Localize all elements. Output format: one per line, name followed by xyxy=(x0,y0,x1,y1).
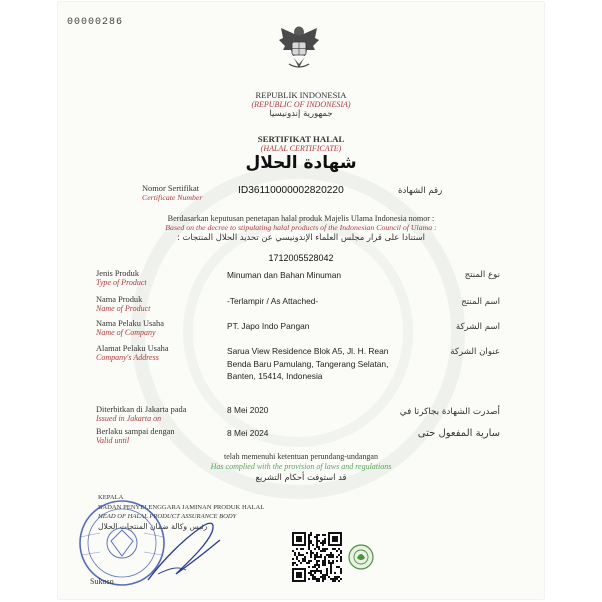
basis-en: Based on the decree to stipulating halal products of the Indonesian Council of Ulama : xyxy=(165,223,437,232)
company-name-value: PT. Japo Indo Pangan xyxy=(227,321,310,331)
decree-number: 1712005528042 xyxy=(268,253,334,263)
compliance-ar: قد استوفت أحكام التشريع xyxy=(255,472,347,482)
issued-label: Diterbitkan di Jakarta pada xyxy=(96,405,187,414)
product-name-label-en: Name of Product xyxy=(96,304,151,313)
issued-label-ar: أصدرت الشهادة بجاكرتا في xyxy=(399,407,500,417)
product-name-value: -Terlampir / As Attached- xyxy=(227,296,319,306)
product-type-value: Minuman dan Bahan Minuman xyxy=(227,270,342,280)
issued-value: 8 Mei 2020 xyxy=(227,405,269,415)
certificate-number-label-en: Certificate Number xyxy=(142,193,203,202)
product-type-label: Jenis Produk xyxy=(96,269,140,278)
serial-number: 00000286 xyxy=(67,17,124,28)
product-type-label-ar: نوع المنتج xyxy=(464,270,500,280)
product-type-label-en: Type of Product xyxy=(96,278,147,287)
certificate-sheet xyxy=(58,2,544,599)
title-id: SERTIFIKAT HALAL xyxy=(257,134,345,144)
company-address-value: Sarua View Residence Blok A5, Jl. H. Rean Benda Baru Pamulang, Tangerang Selatan, Banten, 15414, Indonesia xyxy=(227,346,389,381)
product-name-label: Nama Produk xyxy=(96,295,143,304)
certificate-number-label: Nomor Sertifikat xyxy=(142,184,199,193)
signature-icon xyxy=(128,510,238,588)
valid-label-en: Valid until xyxy=(96,436,130,445)
compliance-id: telah memenuhi ketentuan perundang-undangan xyxy=(224,452,378,461)
company-address-label-en: Company's Address xyxy=(96,353,159,362)
product-name-label-ar: اسم المنتج xyxy=(461,297,500,307)
valid-label: Berlaku sampai dengan xyxy=(96,427,175,436)
country-name-ar: جمهورية إندونيسيا xyxy=(269,109,333,119)
certificate-number-label-ar: رقم الشهادة xyxy=(398,186,443,196)
issued-label-en: Issued in Jakarta on xyxy=(96,414,162,423)
company-name-label-en: Name of Company xyxy=(96,328,156,337)
compliance-en: Has complied with the provision of laws and regulations xyxy=(210,462,392,471)
agency-name-ar: رئيس وكالة ضمان المنتجات الحلال xyxy=(98,522,208,531)
country-name: REPUBLIK INDONESIA xyxy=(255,90,347,100)
valid-label-ar: سارية المفعول حتى xyxy=(417,428,500,439)
basis-id: Berdasarkan keputusan penetapan halal produk Majelis Ulama Indonesia nomor : xyxy=(167,214,435,223)
agency-name-en: HEAD OF HALAL PRODUCT ASSURANCE BODY xyxy=(98,513,237,520)
company-name-label: Nama Pelaku Usaha xyxy=(96,319,164,328)
company-name-label-ar: اسم الشركة xyxy=(455,322,500,332)
valid-value: 8 Mei 2024 xyxy=(227,428,269,438)
country-name-en: (REPUBLIC OF INDONESIA) xyxy=(251,100,351,109)
basis-ar: استنادا على قرار مجلس العلماء الإندونيسي عن تحديد الحلال المنتجات : xyxy=(177,232,425,242)
garuda-pancasila-icon xyxy=(277,24,321,70)
title-ar: شهادة الحلال xyxy=(245,153,357,173)
company-address-label: Alamat Pelaku Usaha xyxy=(96,344,169,353)
halal-logo-icon xyxy=(348,544,374,570)
certificate-number-value: ID36110000002820220 xyxy=(238,185,344,196)
agency-name: BADAN PENYELENGGARA JAMINAN PRODUK HALAL xyxy=(98,504,265,511)
signer-name: Sukoso xyxy=(90,577,114,586)
company-address-label-ar: عنوان الشركة xyxy=(450,347,500,357)
kepala-label: KEPALA xyxy=(98,494,124,501)
qr-code-icon xyxy=(292,532,342,582)
title-en: (HALAL CERTIFICATE) xyxy=(260,144,342,153)
